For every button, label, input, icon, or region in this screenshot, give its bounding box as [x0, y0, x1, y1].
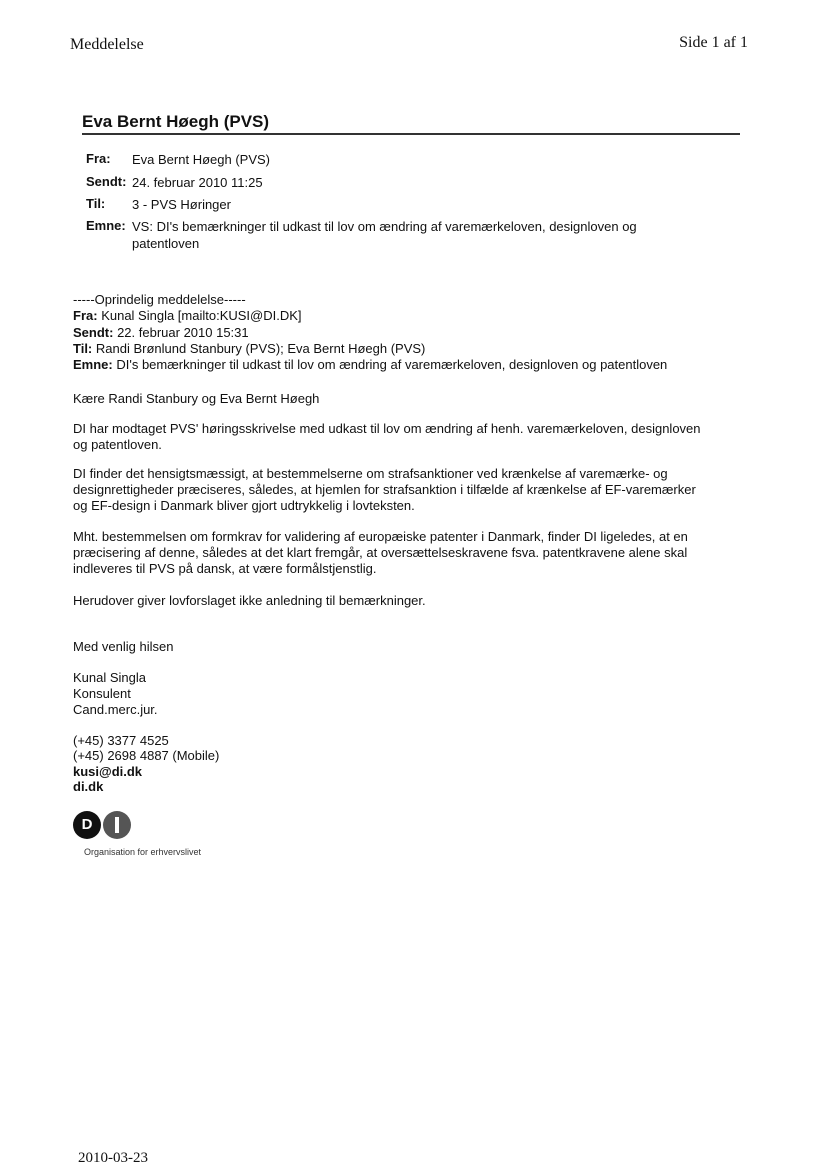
- signature-degree: Cand.merc.jur.: [73, 702, 158, 717]
- original-to-label: Til:: [73, 341, 93, 356]
- footer-date: 2010-03-23: [78, 1150, 148, 1166]
- logo-d-mark: D: [73, 811, 101, 839]
- original-subject-value: DI's bemærkninger til udkast til lov om ændring af varemærkeloven, designloven og patentloven: [116, 357, 668, 372]
- sent-label: Sendt:: [86, 174, 127, 189]
- original-from-label: Fra:: [73, 308, 98, 323]
- paragraph-3-line-1: Mht. bestemmelsen om formkrav for validering af europæiske patenter i Danmark, finder DI ligeledes, at en: [73, 529, 688, 544]
- original-sent-label: Sendt:: [73, 325, 114, 340]
- header-sent: [86, 174, 706, 191]
- from-value: Eva Bernt Høegh (PVS): [132, 152, 270, 167]
- sent-value: 24. februar 2010 11:25: [132, 175, 263, 190]
- paragraph-2-line-3: og EF-design i Danmark bliver gjort udtrykkelig i lovteksten.: [73, 498, 415, 513]
- paragraph-1-line-1: DI har modtaget PVS' høringsskrivelse med udkast til lov om ændring af henh. varemærkeloven, designloven: [73, 421, 701, 436]
- paragraph-1-line-2: og patentloven.: [73, 437, 162, 452]
- paragraph-2-line-2: designrettigheder præciseres, således, at hjemlen for strafsanktion i tilfælde af krænkelse af EF-varemærker: [73, 482, 696, 497]
- paragraph-4: Herudover giver lovforslaget ikke anledning til bemærkninger.: [73, 593, 426, 608]
- subject-label: Emne:: [86, 218, 126, 233]
- subject-line-1: VS: DI's bemærkninger til udkast til lov om ændring af varemærkeloven, designloven og: [132, 219, 637, 234]
- closing: Med venlig hilsen: [73, 639, 174, 654]
- title-divider: [82, 133, 740, 135]
- di-logo: [73, 811, 145, 841]
- signature-name: Kunal Singla: [73, 670, 146, 685]
- greeting: Kære Randi Stanbury og Eva Bernt Høegh: [73, 391, 320, 406]
- original-from: [73, 308, 302, 323]
- to-value: 3 - PVS Høringer: [132, 197, 231, 212]
- paragraph-2-line-1: DI finder det hensigtsmæssigt, at bestemmelserne om strafsanktioner ved krænkelse af varemærke- og: [73, 466, 668, 481]
- logo-tagline: Organisation for erhvervslivet: [84, 847, 202, 857]
- document-title: Meddelelse: [70, 36, 144, 53]
- header-subject: [86, 218, 706, 252]
- original-from-value: Kunal Singla [mailto:KUSI@DI.DK]: [101, 308, 302, 323]
- original-sent: [73, 325, 249, 340]
- paragraph-1: [73, 421, 753, 453]
- from-label: Fra:: [86, 151, 111, 166]
- page-number: Side 1 af 1: [679, 34, 748, 51]
- paragraph-2: [73, 466, 753, 514]
- original-sent-value: 22. februar 2010 15:31: [117, 325, 249, 340]
- signature-mobile: (+45) 2698 4887 (Mobile): [73, 748, 220, 763]
- subject-value: [132, 218, 637, 252]
- email-title: Eva Bernt Høegh (PVS): [82, 112, 270, 131]
- signature-email-link[interactable]: kusi@di.dk: [73, 764, 143, 779]
- paragraph-3-line-2: præcisering af denne, således at det klart fremgår, at oversættelseskravene fsva. patentkravene alene skal: [73, 545, 688, 560]
- subject-line-2: patentloven: [132, 236, 200, 251]
- to-label: Til:: [86, 196, 106, 211]
- paragraph-3: [73, 529, 753, 577]
- original-subject-label: Emne:: [73, 357, 113, 372]
- logo-i-mark: [103, 811, 131, 839]
- original-to-value: Randi Brønlund Stanbury (PVS); Eva Bernt Høegh (PVS): [95, 341, 426, 356]
- paragraph-3-line-3: indleveres til PVS på dansk, at være formålstjenstlig.: [73, 561, 377, 576]
- original-separator: -----Oprindelig meddelelse-----: [73, 292, 246, 307]
- signature-web-link[interactable]: di.dk: [73, 779, 104, 794]
- signature-phone: (+45) 3377 4525: [73, 733, 169, 748]
- original-to: [73, 341, 425, 356]
- signature-role: Konsulent: [73, 686, 131, 701]
- original-subject: [73, 357, 667, 372]
- header-to: [86, 196, 706, 213]
- header-from: [86, 151, 706, 168]
